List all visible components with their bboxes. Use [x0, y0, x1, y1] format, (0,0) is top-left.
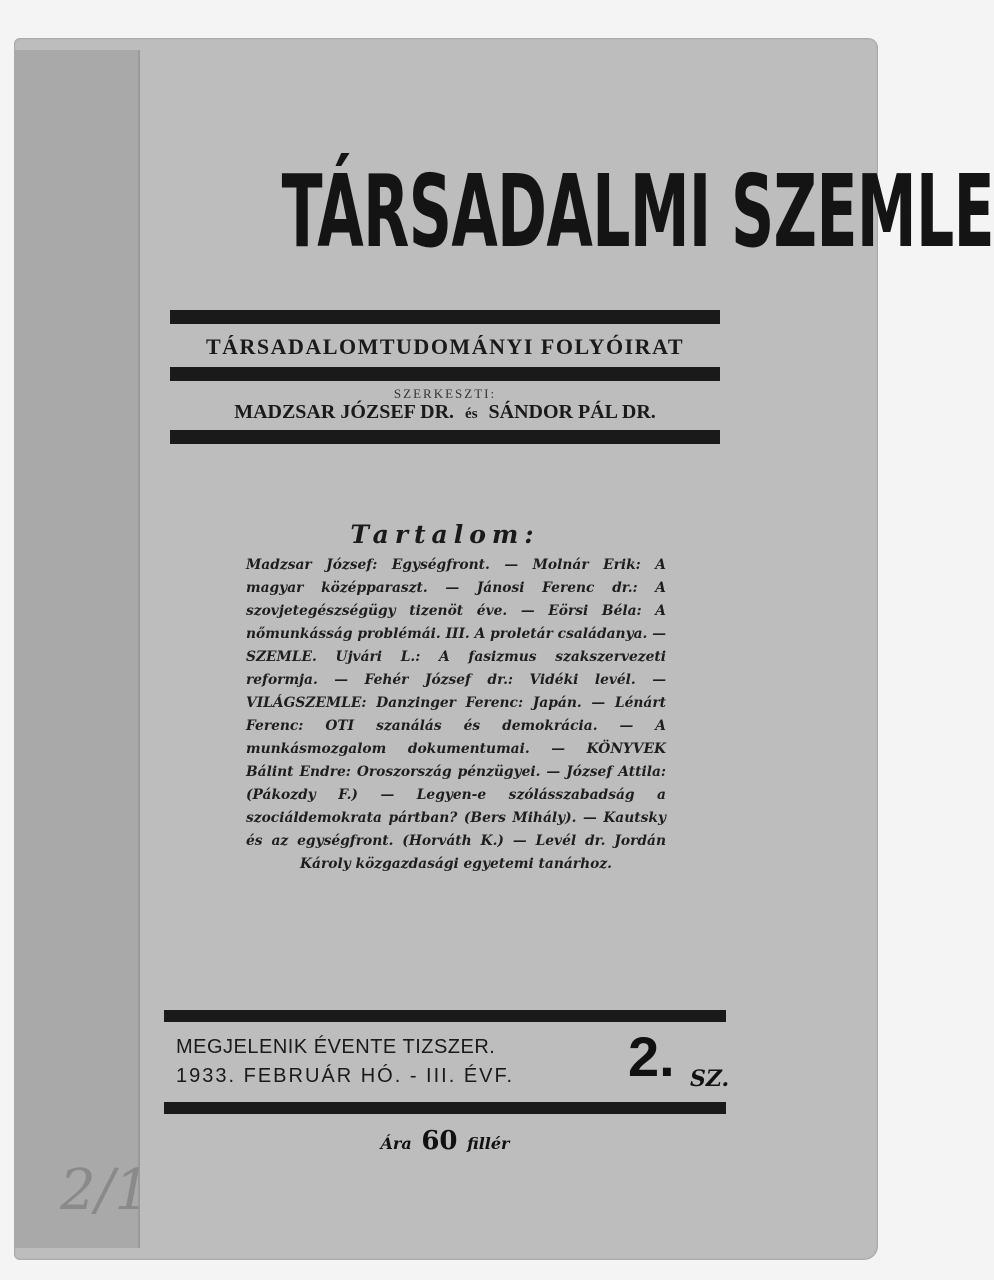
editor-name-2: SÁNDOR PÁL DR. — [488, 401, 656, 423]
editors-line — [170, 401, 720, 424]
price-prefix: Ára — [380, 1134, 412, 1153]
editor-name-1: MADZSAR JÓZSEF DR. — [234, 401, 455, 423]
issue-number: 2. — [628, 1025, 675, 1088]
title-rule — [170, 310, 720, 324]
footer-bottom-rule — [164, 1102, 726, 1114]
pencil-margin-note: 2/1 — [60, 1158, 151, 1223]
cover-spine — [14, 50, 151, 1248]
publication-frequency: MEGJELENIK ÉVENTE TIZSZER. — [176, 1036, 496, 1058]
editors-conjunction: és — [465, 406, 478, 422]
magazine-subtitle: TÁRSADALOMTUDOMÁNYI FOLYÓIRAT — [205, 334, 685, 359]
publication-date: 1933. FEBRUÁR HÓ. - III. ÉVF. — [176, 1065, 515, 1087]
magazine-title: TÁRSADALMI SZEMLE — [281, 153, 994, 270]
magazine-cover — [14, 38, 994, 1260]
price-line — [170, 1126, 720, 1156]
issue-suffix: SZ. — [690, 1066, 730, 1092]
footer-top-rule — [164, 1010, 726, 1022]
editor-label: SZERKESZTI: — [393, 386, 497, 401]
price-unit: fillér — [467, 1134, 510, 1153]
editors-rule — [170, 430, 720, 444]
subtitle-rule — [170, 367, 720, 381]
contents-heading: Tartalom: — [350, 520, 540, 549]
contents-text: Madzsar József: Egységfront. — Molnár Erik: A magyar középparaszt. — Jánosi Ferenc dr.: A szovjetegészségügy tizenöt éve. — Eörsi Béla: A nőmunkásság problémái. III. A proletár családanya. — SZEMLE. Ujvári L.: A fasizmus szakszervezeti reformja. — Fehér József dr.: Vidéki levél. — VILÁGSZEMLE: Danzinger Ferenc: Japán. — Lénárt Ferenc: OTI szanálás és demokrácia. — A munkásmozgalom dokumentumai. — KÖNYVEK Bálint Endre: Oroszország pénzügyei. — József Attila: (Pákozdy F.) — Legyen-e szólásszabadság a szociáldemokrata pártban? (Bers Mihály). — Kautsky és az egységfront. (Horváth K.) — Levél dr. Jordán Károly közgazdasági egyetemi tanárhoz. — [246, 557, 666, 872]
price-amount: 60 — [421, 1126, 458, 1156]
